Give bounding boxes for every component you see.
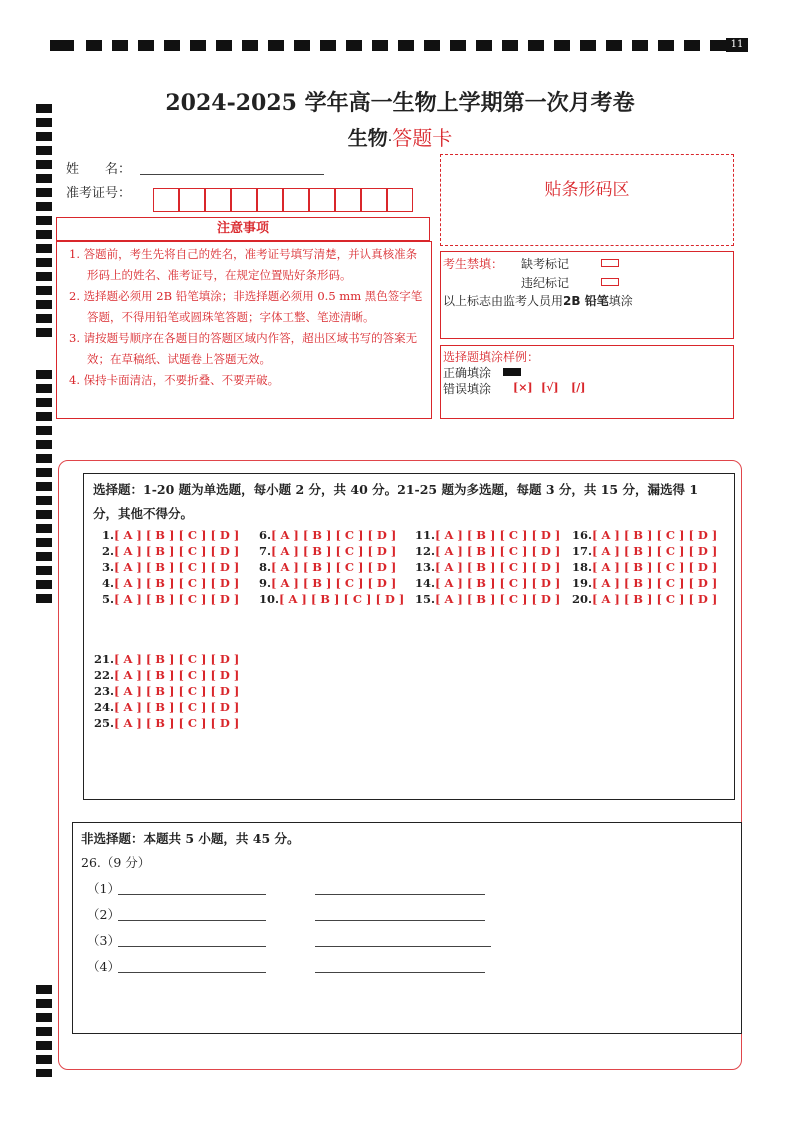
question-number: 9. xyxy=(259,576,272,590)
answer-options[interactable]: [ A ] [ B ] [ C ] [ D ] xyxy=(271,544,397,558)
answer-blank[interactable] xyxy=(315,972,485,973)
question-26-title: 26.（9 分） xyxy=(81,855,151,870)
examinee-forbidden-box xyxy=(440,251,734,339)
question-number: 6. xyxy=(259,528,272,542)
answer-options[interactable]: [ A ] [ B ] [ C ] [ D ] xyxy=(114,576,240,590)
sample-wrong-1: [×] xyxy=(513,381,533,394)
question-row[interactable] xyxy=(259,576,396,590)
answer-blank[interactable] xyxy=(118,894,266,895)
question-number: 8. xyxy=(259,560,272,574)
answer-options[interactable]: [ A ] [ B ] [ C ] [ D ] xyxy=(592,560,718,574)
question-row[interactable] xyxy=(102,592,239,606)
question-number: 10. xyxy=(259,592,280,606)
page-subtitle xyxy=(0,122,800,151)
sample-title: 选择题填涂样例： xyxy=(443,350,540,364)
violation-mark-box[interactable] xyxy=(601,278,619,286)
answer-options[interactable]: [ A ] [ B ] [ C ] [ D ] xyxy=(592,528,718,542)
question-row[interactable] xyxy=(415,576,560,590)
question-row[interactable] xyxy=(102,576,239,590)
answer-options[interactable]: [ A ] [ B ] [ C ] [ D ] xyxy=(114,716,240,730)
answer-options[interactable]: [ A ] [ B ] [ C ] [ D ] xyxy=(114,668,240,682)
forbidden-label: 考生禁填： xyxy=(443,257,504,271)
answer-options[interactable]: [ A ] [ B ] [ C ] [ D ] xyxy=(435,528,561,542)
sample-wrong-2: [√] xyxy=(541,381,559,394)
notice-item-4: 4. 保持卡面清洁，不要折叠、不要弄破。 xyxy=(69,373,280,387)
sample-correct-mark xyxy=(503,368,521,376)
question-row[interactable] xyxy=(102,528,239,542)
sample-correct-label: 正确填涂 xyxy=(443,366,492,380)
question-row[interactable] xyxy=(102,560,239,574)
question-row[interactable] xyxy=(415,544,560,558)
question-row[interactable] xyxy=(572,592,717,606)
answer-options[interactable]: [ A ] [ B ] [ C ] [ D ] xyxy=(114,700,240,714)
answer-options[interactable]: [ A ] [ B ] [ C ] [ D ] xyxy=(114,684,240,698)
question-row[interactable] xyxy=(572,560,717,574)
question-number: 1. xyxy=(102,528,115,542)
answer-options[interactable]: [ A ] [ B ] [ C ] [ D ] xyxy=(592,576,718,590)
answer-blank[interactable] xyxy=(315,894,485,895)
question-row[interactable] xyxy=(94,668,239,682)
page-title: 2024-2025 学年高一生物上学期第一次月考卷 xyxy=(165,90,635,116)
absent-mark-label: 缺考标记 xyxy=(521,257,570,271)
forbidden-note-bold: 2B 铅笔 xyxy=(563,294,609,308)
forbidden-note-prefix: 以上标志由监考人员用 xyxy=(443,294,564,308)
violation-mark-label: 违纪标记 xyxy=(521,276,570,290)
blank-label-3: （3） xyxy=(87,933,120,948)
choice-section xyxy=(83,473,735,800)
answer-options[interactable]: [ A ] [ B ] [ C ] [ D ] xyxy=(435,576,561,590)
answer-options[interactable]: [ A ] [ B ] [ C ] [ D ] xyxy=(435,592,561,606)
id-label: 准考证号： xyxy=(66,186,132,201)
question-number: 21. xyxy=(94,652,115,666)
question-row[interactable] xyxy=(415,528,560,542)
blank-label-4: （4） xyxy=(87,959,120,974)
question-row[interactable] xyxy=(94,700,239,714)
question-number: 22. xyxy=(94,668,115,682)
question-number: 14. xyxy=(415,576,436,590)
answer-options[interactable]: [ A ] [ B ] [ C ] [ D ] xyxy=(592,544,718,558)
question-row[interactable] xyxy=(259,544,396,558)
question-number: 5. xyxy=(102,592,115,606)
answer-options[interactable]: [ A ] [ B ] [ C ] [ D ] xyxy=(114,652,240,666)
choice-header: 选择题：1-20 题为单选题，每小题 2 分，共 40 分。21-25 题为多选题，每题 3 分，共 15 分，漏选得 1 分，其他不得分。 xyxy=(93,482,699,521)
answer-blank[interactable] xyxy=(118,972,266,973)
question-row[interactable] xyxy=(572,528,717,542)
question-number: 11. xyxy=(415,528,436,542)
answer-options[interactable]: [ A ] [ B ] [ C ] [ D ] xyxy=(435,544,561,558)
subtitle-dot: · xyxy=(387,133,393,149)
question-number: 15. xyxy=(415,592,436,606)
question-number: 24. xyxy=(94,700,115,714)
question-number: 16. xyxy=(572,528,593,542)
question-number: 4. xyxy=(102,576,115,590)
forbidden-note-suffix: 填涂 xyxy=(608,294,633,308)
nonchoice-section xyxy=(72,822,742,1034)
question-row[interactable] xyxy=(102,544,239,558)
notice-title: 注意事项 xyxy=(216,221,269,236)
blank-label-1: （1） xyxy=(87,881,120,896)
answer-blank[interactable] xyxy=(118,946,266,947)
subtitle-subject: 生物 xyxy=(347,126,388,150)
sample-wrong-label: 错误填涂 xyxy=(443,382,492,396)
question-number: 17. xyxy=(572,544,593,558)
question-number: 19. xyxy=(572,576,593,590)
subtitle-answer-card: 答题卡 xyxy=(392,126,453,150)
forbidden-note xyxy=(443,292,633,309)
sample-wrong-3: [/] xyxy=(571,381,586,394)
question-row[interactable] xyxy=(415,560,560,574)
question-number: 7. xyxy=(259,544,272,558)
answer-options[interactable]: [ A ] [ B ] [ C ] [ D ] xyxy=(592,592,718,606)
question-number: 12. xyxy=(415,544,436,558)
question-row[interactable] xyxy=(572,576,717,590)
notice-item-1: 1. 答题前，考生先将自己的姓名，准考证号填写清楚，并认真核准条形码上的姓名、准考证号，在规定位置贴好条形码。 xyxy=(69,247,418,282)
barcode-area xyxy=(440,154,734,246)
question-number: 2. xyxy=(102,544,115,558)
notice-item-2: 2. 选择题必须用 2B 铅笔填涂；非选择题必须用 0.5 mm 黑色签字笔答题，不得用铅笔或圆珠笔答题；字体工整、笔迹清晰。 xyxy=(69,289,423,324)
barcode-label: 贴条形码区 xyxy=(544,180,630,200)
question-row[interactable] xyxy=(259,560,396,574)
name-field[interactable] xyxy=(140,174,324,175)
notice-box xyxy=(56,241,432,419)
page-number: 11 xyxy=(730,39,744,50)
notice-title-box xyxy=(56,217,430,241)
question-row[interactable] xyxy=(259,528,396,542)
answer-options[interactable]: [ A ] [ B ] [ C ] [ D ] xyxy=(435,560,561,574)
blank-label-2: （2） xyxy=(87,907,120,922)
answer-options[interactable]: [ A ] [ B ] [ C ] [ D ] xyxy=(279,592,405,606)
name-label: 姓 名： xyxy=(66,162,132,177)
question-number: 23. xyxy=(94,684,115,698)
answer-options[interactable]: [ A ] [ B ] [ C ] [ D ] xyxy=(114,528,240,542)
question-row[interactable] xyxy=(572,544,717,558)
answer-blank[interactable] xyxy=(118,920,266,921)
answer-options[interactable]: [ A ] [ B ] [ C ] [ D ] xyxy=(114,560,240,574)
answer-blank[interactable] xyxy=(315,946,491,947)
answer-options[interactable]: [ A ] [ B ] [ C ] [ D ] xyxy=(114,592,240,606)
answer-options[interactable]: [ A ] [ B ] [ C ] [ D ] xyxy=(271,528,397,542)
question-number: 3. xyxy=(102,560,115,574)
answer-options[interactable]: [ A ] [ B ] [ C ] [ D ] xyxy=(114,544,240,558)
absent-mark-box[interactable] xyxy=(601,259,619,267)
answer-options[interactable]: [ A ] [ B ] [ C ] [ D ] xyxy=(271,576,397,590)
answer-options[interactable]: [ A ] [ B ] [ C ] [ D ] xyxy=(271,560,397,574)
notice-item-3: 3. 请按题号顺序在各题目的答题区域内作答，超出区域书写的答案无效；在草稿纸、试题卷上答题无效。 xyxy=(69,331,418,366)
question-number: 20. xyxy=(572,592,593,606)
nonchoice-header: 非选择题：本题共 5 小题，共 45 分。 xyxy=(81,831,300,846)
answer-blank[interactable] xyxy=(315,920,485,921)
question-row[interactable] xyxy=(94,684,239,698)
question-row[interactable] xyxy=(415,592,560,606)
question-number: 18. xyxy=(572,560,593,574)
question-number: 13. xyxy=(415,560,436,574)
fill-sample-box xyxy=(440,345,734,419)
question-number: 25. xyxy=(94,716,115,730)
question-row[interactable] xyxy=(259,592,404,606)
question-row[interactable] xyxy=(94,716,239,730)
question-row[interactable] xyxy=(94,652,239,666)
